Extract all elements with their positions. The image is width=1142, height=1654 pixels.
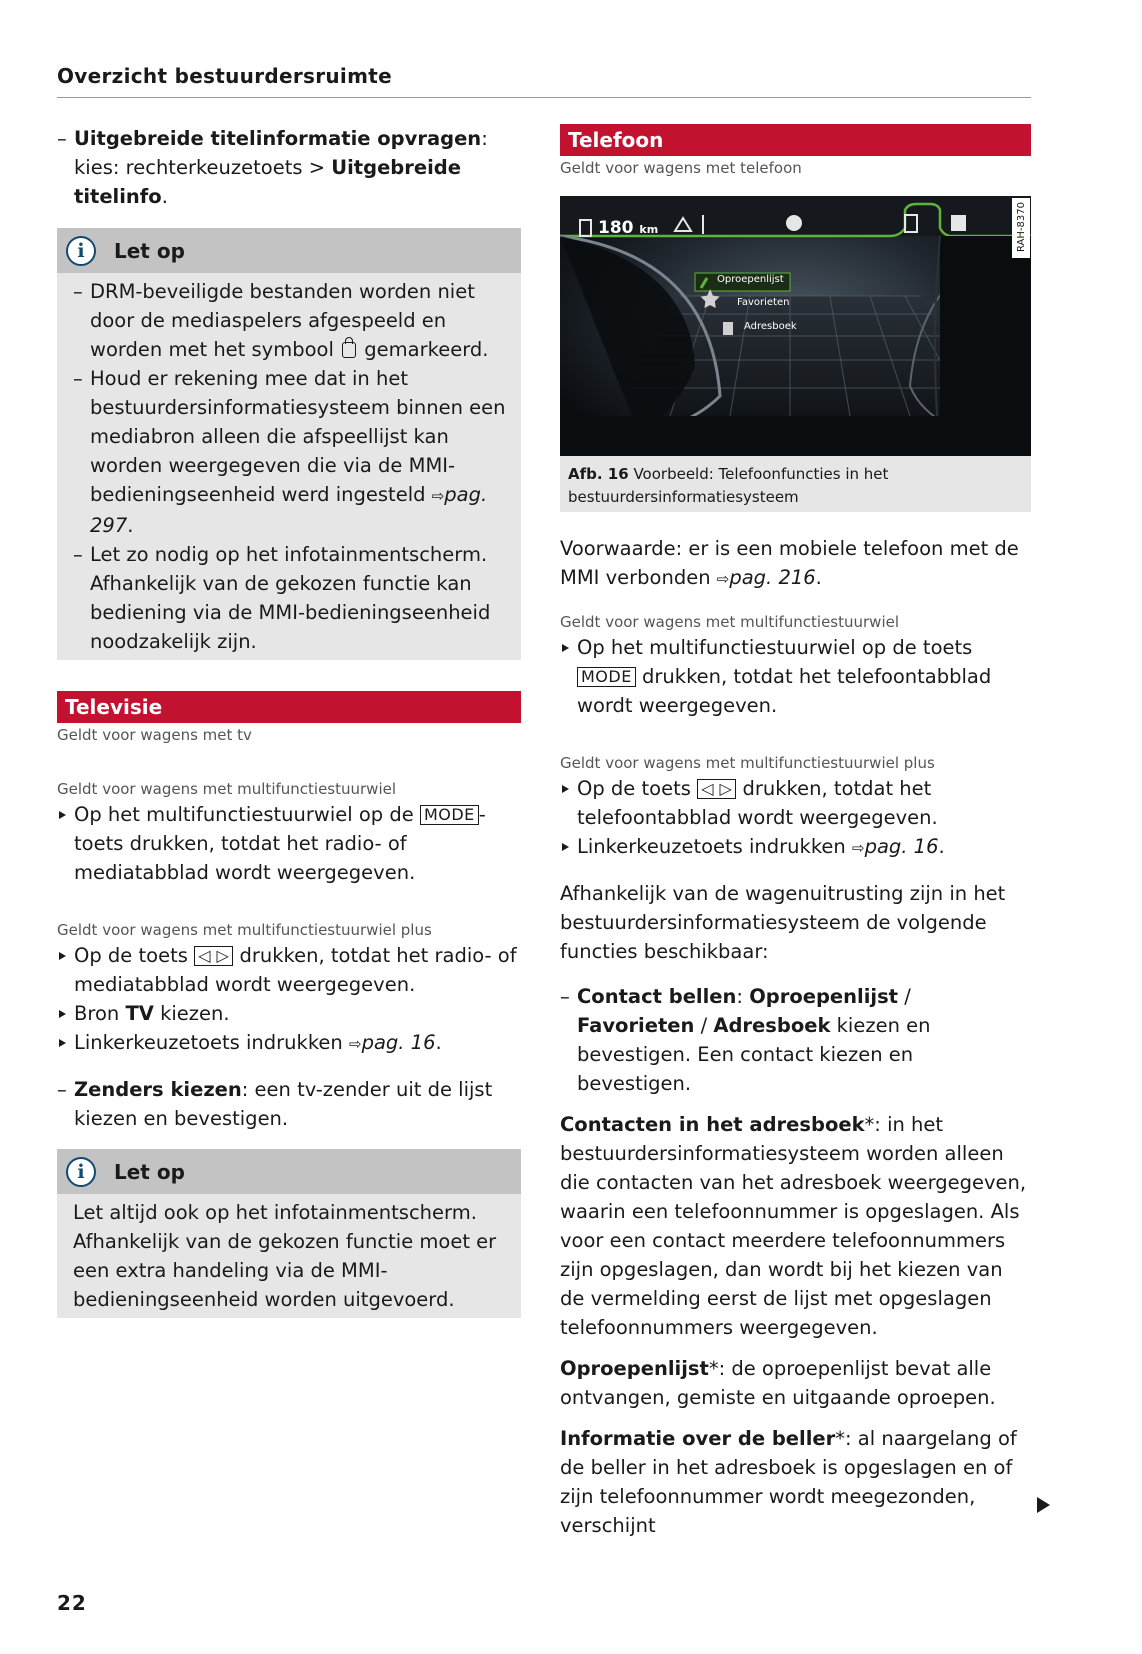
note-item-text: gemarkeerd.	[364, 338, 489, 361]
voorwaarde-body: Voorwaarde: er is een mobiele telefoon met de MMI verbonden	[560, 537, 1019, 589]
contact-sep: /	[898, 985, 911, 1008]
lock-icon	[342, 342, 356, 358]
page-ref-link[interactable]: pag. 16	[864, 835, 939, 858]
contact-sep: /	[694, 1014, 714, 1037]
title-info-text: : kies: rechterkeuzetoets >	[74, 127, 488, 179]
figure-code-box	[1012, 198, 1030, 258]
para-bold: Contacten in het adresboek	[560, 1113, 865, 1136]
step-text: drukken, totdat het telefoontabblad wordt weergegeven.	[577, 777, 938, 829]
note-box-2	[57, 1149, 521, 1318]
page-header	[57, 64, 1031, 98]
optional-star: *	[708, 1357, 719, 1380]
page-number: 22	[57, 1591, 87, 1615]
section-title: Telefoon	[560, 124, 1031, 156]
note-body	[57, 1194, 521, 1318]
step-bold: TV	[125, 1002, 154, 1025]
applies-to-label: Geldt voor wagens met multifunctiestuurwiel plus	[57, 921, 432, 939]
arrow-right-icon: ⇨	[431, 487, 445, 505]
step-text: -toets drukken, totdat het radio- of mediatabblad wordt weergegeven.	[74, 803, 486, 884]
step-text: drukken, totdat het radio- of mediatabblad wordt weergegeven.	[74, 944, 517, 996]
beller-paragraph	[560, 1424, 1031, 1540]
arrow-right-icon: ⇨	[716, 570, 730, 588]
contact-bellen-step	[560, 982, 1031, 1098]
para-text: : al naargelang of de beller in het adresboek is opgeslagen en of zijn telefoonnummer wordt meegezonden, verschijnt	[560, 1427, 1017, 1537]
step-item	[560, 633, 1031, 720]
step-item	[57, 941, 521, 999]
title-info-bold: Uitgebreide titelinformatie opvragen	[74, 127, 482, 150]
step-text: .	[938, 835, 945, 858]
step-item	[57, 999, 521, 1028]
adresboek-paragraph	[560, 1110, 1031, 1342]
optional-star: *	[864, 1113, 875, 1136]
step-text: Op het multifunctiestuurwiel op de	[74, 803, 414, 826]
arrow-key: ◁ ▷	[194, 946, 233, 966]
note-header	[57, 228, 521, 273]
note-item-text: Houd er rekening mee dat in het bestuurdersinformatiesysteem binnen een mediabron alleen die afspeellijst kan worden weergegeven die via de MMI-bedieningseenheid werd ingesteld	[90, 367, 506, 506]
menu-item-adresboek: Adresboek	[744, 321, 797, 332]
title-info-end: .	[161, 185, 168, 208]
para-text: : in het bestuurdersinformatiesysteem worden alleen die contacten van het adresboek weergegeven, waarin een telefoonnummer is opgeslagen. Als voor een contact meerdere telefoonnummers zijn opgeslagen, dan wordt bij het kiezen van de vermelding eerst de lijst met opgeslagen telefoonnummers weergegeven.	[560, 1113, 1027, 1339]
step-text: Op de toets	[577, 777, 691, 800]
figure-code: RAH-8370	[1016, 202, 1027, 252]
applies-to-label: Geldt voor wagens met multifunctiestuurwiel	[560, 613, 900, 631]
cluster-display-image	[560, 196, 1031, 456]
caption-text: Voorbeeld: Telefoonfuncties in het bestuurdersinformatiesysteem	[568, 465, 889, 506]
step-text: kiezen.	[153, 1002, 230, 1025]
applies-to-label: Geldt voor wagens met multifunctiestuurwiel	[57, 780, 397, 798]
zenders-bold: Zenders kiezen	[74, 1078, 242, 1101]
page-ref-link[interactable]: pag. 216	[729, 566, 816, 589]
note-item	[73, 540, 507, 656]
right-column	[560, 124, 1031, 1540]
mode-key: MODE	[420, 805, 479, 825]
step-item	[560, 832, 1031, 863]
contact-bold: Contact bellen	[577, 985, 737, 1008]
step-item	[57, 800, 521, 887]
note-text: Let altijd ook op het infotainmentscherm. Afhankelijk van de gekozen functie moet er een extra handeling via de MMI-bedieningseenheid worden uitgevoerd.	[73, 1201, 497, 1311]
arrow-right-icon: ⇨	[852, 839, 865, 857]
zenders-step	[57, 1075, 521, 1133]
voorwaarde-text	[560, 534, 1031, 594]
arrow-right-icon: ⇨	[349, 1035, 362, 1053]
left-column	[57, 124, 521, 1318]
note-body	[57, 273, 521, 660]
functions-intro: Afhankelijk van de wagenuitrusting zijn in het bestuurdersinformatiesysteem de volgende functies beschikbaar:	[560, 882, 1006, 963]
figure-16	[560, 196, 1031, 512]
note-item-text: Let zo nodig op het infotainmentscherm. Afhankelijk van de gekozen functie kan bediening via de MMI-bedieningseenheid noodzakelijk zijn.	[90, 543, 491, 653]
arrow-key: ◁ ▷	[697, 779, 736, 799]
range-unit: km	[639, 223, 659, 236]
step-text: Linkerkeuzetoets indrukken	[74, 1031, 349, 1054]
note-box-1	[57, 228, 521, 660]
page-ref-link[interactable]: pag. 16	[361, 1031, 436, 1054]
optional-star: *	[835, 1427, 845, 1450]
menu-item-oproepenlijst: Oproepenlijst	[717, 274, 784, 285]
title-info-bold2: Uitgebreide titelinfo	[74, 156, 461, 208]
step-text: Bron	[74, 1002, 126, 1025]
mode-key: MODE	[577, 667, 636, 687]
contact-sep: :	[736, 985, 750, 1008]
section-title: Televisie	[57, 691, 521, 723]
step-item	[560, 774, 1031, 832]
contact-bold: Adresboek	[713, 1014, 831, 1037]
section-televisie	[57, 691, 521, 1133]
zenders-text: : een tv-zender uit de lijst kiezen en bevestigen.	[74, 1078, 493, 1130]
figure-caption	[560, 456, 1031, 512]
note-title: Let op	[114, 1159, 185, 1184]
step-item	[57, 1028, 521, 1059]
menu-item-favorieten: Favorieten	[737, 297, 790, 308]
continue-arrow-icon	[1037, 1497, 1050, 1513]
info-icon: i	[66, 1157, 96, 1187]
note-item	[73, 277, 507, 364]
title-info-step	[57, 124, 521, 211]
page-title: Overzicht bestuurdersruimte	[57, 64, 392, 88]
applies-to-label: Geldt voor wagens met telefoon	[560, 159, 802, 177]
note-title: Let op	[114, 238, 185, 263]
note-item-text: .	[127, 514, 134, 537]
applies-to-label: Geldt voor wagens met multifunctiestuurwiel plus	[560, 754, 935, 772]
info-icon: i	[66, 236, 96, 266]
note-item	[73, 364, 507, 540]
applies-to-label: Geldt voor wagens met tv	[57, 726, 252, 744]
note-item-text: DRM-beveiligde bestanden worden niet door de mediaspelers afgespeeld en worden met het symbool	[90, 280, 475, 361]
note-header	[57, 1149, 521, 1194]
oproepenlijst-paragraph	[560, 1354, 1031, 1412]
step-text: Op de toets	[74, 944, 188, 967]
range-display	[598, 218, 658, 238]
para-bold: Informatie over de beller	[560, 1427, 836, 1450]
contact-bold: Oproepenlijst	[749, 985, 899, 1008]
step-text: Linkerkeuzetoets indrukken	[577, 835, 852, 858]
step-text: drukken, totdat het telefoontabblad wordt weergegeven.	[577, 665, 992, 717]
caption-label: Afb. 16	[568, 465, 629, 483]
step-text: .	[435, 1031, 442, 1054]
range-value: 180	[598, 218, 634, 238]
contact-bold: Favorieten	[577, 1014, 695, 1037]
step-text: Op het multifunctiestuurwiel op de toets	[577, 636, 973, 659]
page-ref-link[interactable]: pag. 297	[90, 483, 488, 537]
para-bold: Oproepenlijst	[560, 1357, 709, 1380]
voorwaarde-end: .	[815, 566, 822, 589]
para-text: : de oproepenlijst bevat alle ontvangen, gemiste en uitgaande oproepen.	[560, 1357, 996, 1409]
contact-text: kiezen en bevestigen. Een contact kiezen en bevestigen.	[577, 1014, 931, 1095]
